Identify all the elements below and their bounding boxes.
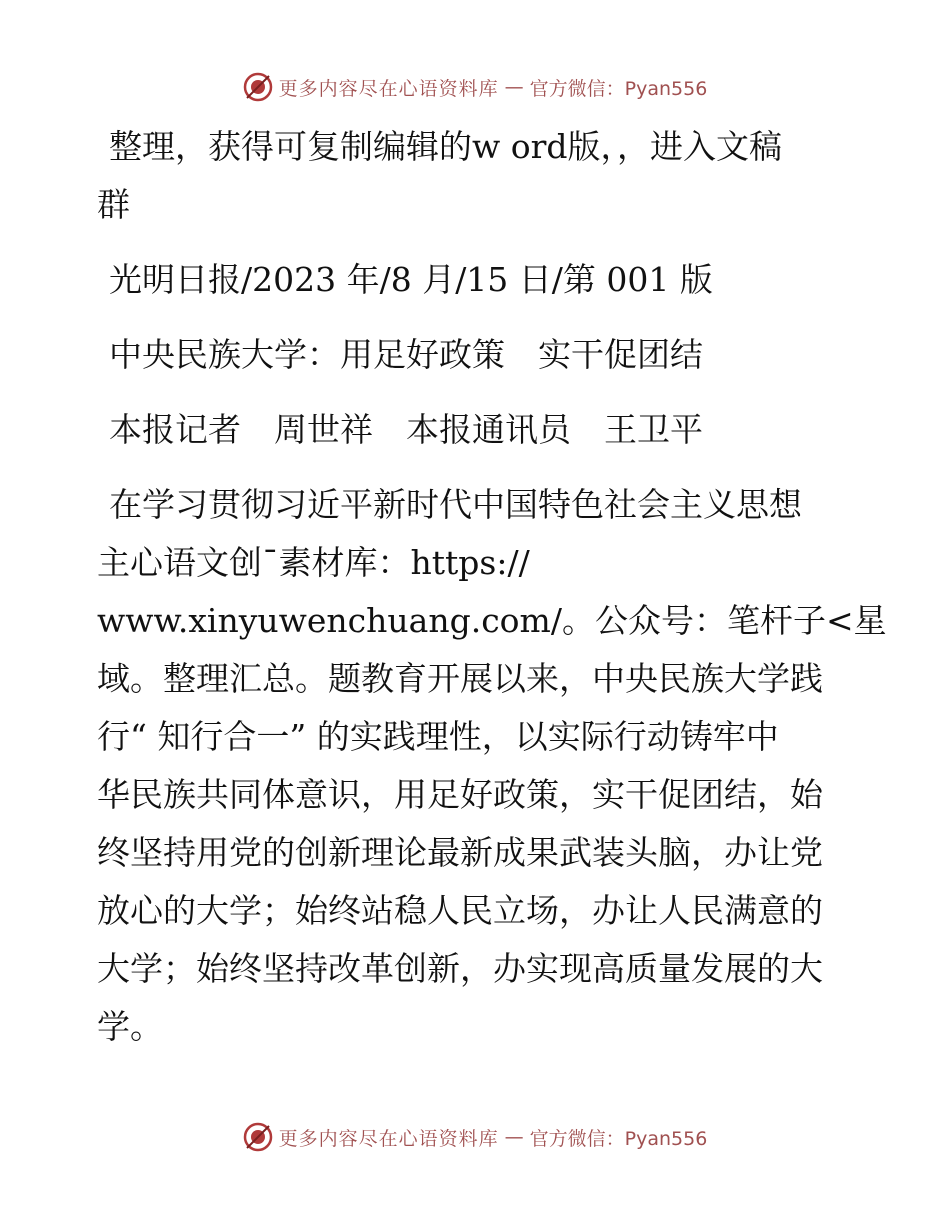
banner-separator: — — [504, 1126, 524, 1148]
red-seal-logo-icon — [243, 1122, 273, 1152]
byline: 本报记者 周世祥 本报通讯员 王卫平 — [109, 410, 703, 449]
body-line: 主心语文创¯素材库：https:// — [97, 543, 530, 582]
red-seal-logo-icon — [243, 72, 273, 102]
body-line: 群 — [97, 185, 130, 224]
body-line: www.xinyuwenchuang.com/。公众号：笔杆子<星 — [97, 601, 887, 640]
body-line: 华民族共同体意识，用足好政策，实干促团结，始 — [97, 775, 823, 814]
body-line: 终坚持用党的创新理论最新成果武装头脑，办让党 — [97, 833, 823, 872]
banner-contact: 官方微信：Pyan556 — [529, 77, 708, 100]
header-banner — [0, 72, 950, 102]
banner-separator: — — [504, 76, 524, 98]
banner-text: 更多内容尽在心语资料库 — [278, 77, 499, 100]
body-line: 行“ 知行合一” 的实践理性，以实际行动铸牢中 — [97, 717, 779, 756]
document-body — [97, 118, 887, 1056]
publication-line: 光明日报/2023 年/8 月/15 日/第 001 版 — [109, 260, 713, 299]
body-line: 学。 — [97, 1007, 163, 1046]
body-line: 整理，获得可复制编辑的w ord版，，进入文稿 — [109, 127, 783, 166]
body-line: 域。整理汇总。题教育开展以来，中央民族大学践 — [97, 659, 823, 698]
banner-contact: 官方微信：Pyan556 — [529, 1127, 708, 1150]
body-line: 大学；始终坚持改革创新，办实现高质量发展的大 — [97, 949, 823, 988]
article-title: 中央民族大学：用足好政策 实干促团结 — [109, 335, 703, 374]
body-line: 放心的大学；始终站稳人民立场，办让人民满意的 — [97, 891, 823, 930]
body-line: 在学习贯彻习近平新时代中国特色社会主义思想 — [109, 485, 802, 524]
banner-text: 更多内容尽在心语资料库 — [278, 1127, 499, 1150]
footer-banner — [0, 1122, 950, 1152]
